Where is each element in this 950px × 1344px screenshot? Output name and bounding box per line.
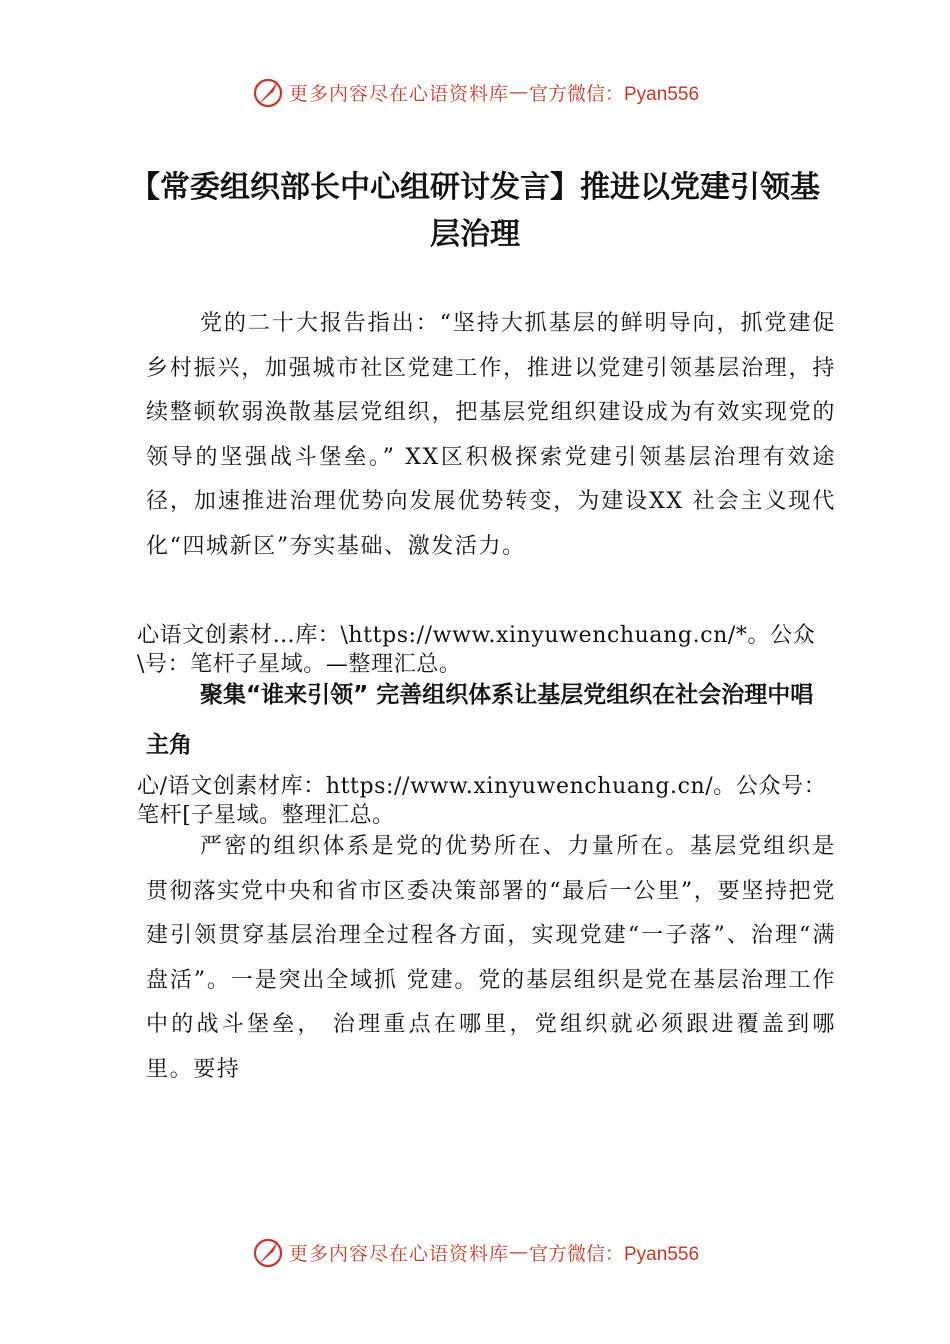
quill-logo-icon xyxy=(251,1235,285,1269)
source-note-2: 心/语文创素材库：https://www.xinyuwenchuang.cn/。公众号：笔杆[子星域。整理汇总。 xyxy=(137,774,827,828)
document-title: 【常委组织部长中心组研讨发言】推进以党建引领基层治理 xyxy=(130,170,820,252)
source-note-1: 心语文创素材…库：\https://www.xinyuwenchuang.cn/*。公众\号：笔杆子星域。—整理汇总。 xyxy=(137,623,816,677)
banner-separator: — xyxy=(509,81,529,103)
banner-site-text: 更多内容尽在心语资料库 xyxy=(288,1242,509,1265)
quill-logo-icon xyxy=(251,75,285,109)
banner-contact-text: 官方微信：Pyan556 xyxy=(529,83,700,105)
banner-site-text: 更多内容尽在心语资料库 xyxy=(288,82,509,105)
banner-separator: — xyxy=(509,1241,529,1263)
intro-paragraph: 党的二十大报告指出：“坚持大抓基层的鲜明导向，抓党建促乡村振兴，加强城市社区党建工作，推进以党建引领基层治理，持续整顿软弱涣散基层党组织，把基层党组织建设成为有效实现党的领导的坚强战斗堡垒。” XX区积极探索党建引领基层治理有效途径，加速推进治理优势向发展优势转变，为建设XX 社会主义现代化“四城新区”夯实基础、激发活力。 xyxy=(146,311,836,559)
footer-watermark-banner xyxy=(0,1232,950,1272)
banner-contact-text: 官方微信：Pyan556 xyxy=(529,1243,700,1265)
header-watermark-banner xyxy=(0,72,950,112)
section-heading-1: 聚集“谁来引领” 完善组织体系让基层党组织在社会治理中唱主角 xyxy=(146,682,814,758)
body-paragraph-2: 严密的组织体系是党的优势所在、力量所在。基层党组织是贯彻落实党中央和省市区委决策部署的“最后一公里”，要坚持把党建引领贯穿基层治理全过程各方面，实现党建“一子落”、治理“满盘活”。一是突出全域抓 党建。党的基层组织是党在基层治理工作中的战斗堡垒， 治理重点在哪里，党组织就必须跟进覆盖到哪里。要持 xyxy=(146,834,836,1082)
